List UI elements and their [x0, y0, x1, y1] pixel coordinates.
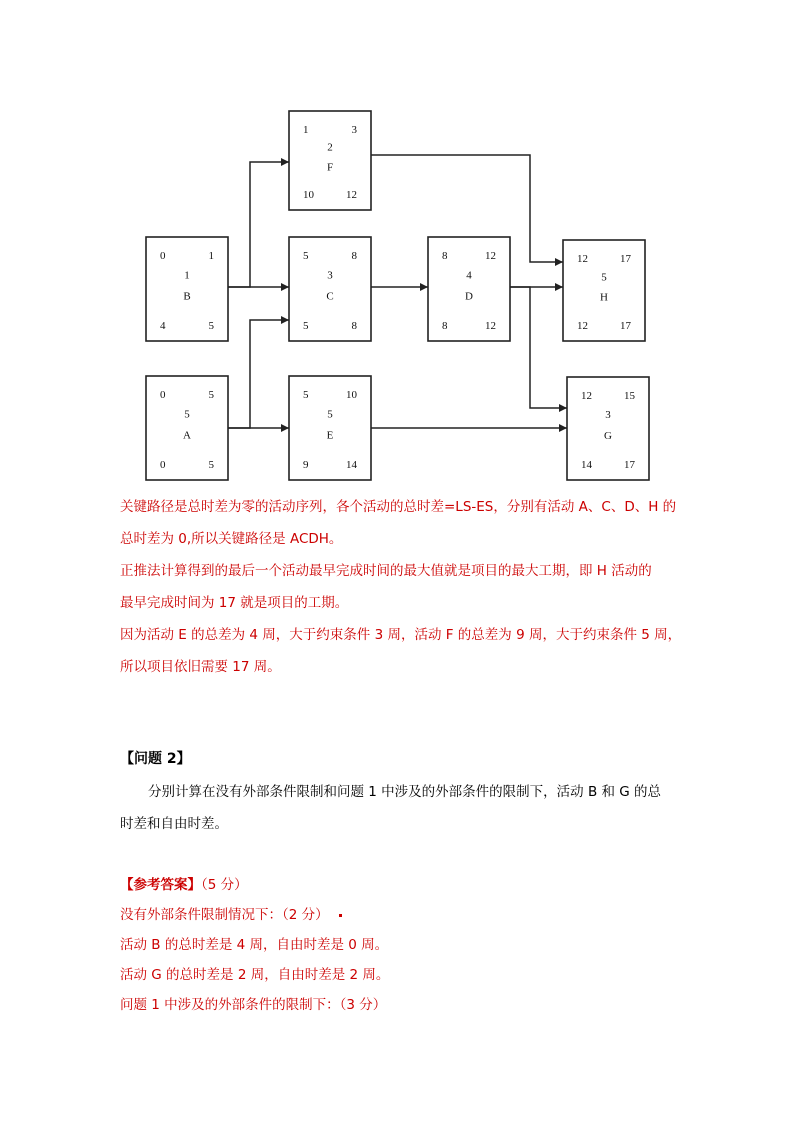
question-2-body-line-1: 分别计算在没有外部条件限制和问题 1 中涉及的外部条件的限制下，活动 B 和 G 的总	[148, 784, 662, 800]
node-br-value: 8	[351, 320, 357, 332]
node-box	[146, 237, 228, 341]
edge-a-c	[228, 316, 289, 428]
activity-node-a	[146, 376, 228, 480]
answer-title: 【参考答案】	[120, 877, 201, 893]
question-2-body-line-2: 时差和自由时差。	[120, 816, 228, 832]
node-tl-value: 5	[303, 389, 309, 401]
node-bl-value: 9	[303, 459, 309, 471]
edge-a-e	[228, 424, 289, 432]
node-dur-value: 1	[184, 269, 190, 282]
arrowhead	[559, 404, 567, 412]
node-bl-value: 8	[442, 320, 448, 332]
analysis-line-6: 所以项目依旧需要 17 周。	[120, 659, 281, 675]
node-tl-value: 0	[160, 250, 166, 262]
edge-line	[510, 287, 567, 408]
activity-node-d	[428, 237, 510, 341]
node-dur-value: 5	[601, 271, 607, 284]
answer-line-3: 活动 G 的总时差是 2 周，自由时差是 2 周。	[120, 967, 390, 983]
edge-c-d	[371, 283, 428, 291]
node-tr-value: 15	[624, 390, 635, 402]
answer-line-1	[120, 906, 342, 924]
answer-score: （5 分）	[201, 877, 248, 893]
arrowhead	[281, 283, 289, 291]
edge-line	[228, 162, 289, 287]
node-dur-value: 5	[327, 408, 333, 421]
analysis-line-2: 总时差为 0,所以关键路径是 ACDH。	[120, 531, 343, 547]
edge-line	[228, 320, 289, 428]
node-name-value: G	[604, 429, 612, 442]
node-box	[146, 376, 228, 480]
node-bl-value: 12	[577, 320, 588, 332]
node-tl-value: 12	[581, 390, 592, 402]
node-tr-value: 12	[485, 250, 496, 262]
analysis-line-4: 最早完成时间为 17 就是项目的工期。	[120, 595, 349, 611]
node-dur-value: 3	[327, 269, 333, 282]
arrowhead	[281, 316, 289, 324]
node-tl-value: 5	[303, 250, 309, 262]
node-box	[289, 376, 371, 480]
node-name-value: C	[326, 290, 334, 303]
node-tl-value: 1	[303, 124, 309, 136]
node-box	[567, 377, 649, 480]
arrowhead	[555, 283, 563, 291]
node-dur-value: 3	[605, 409, 611, 422]
network-diagram	[0, 0, 794, 500]
node-tr-value: 3	[351, 124, 357, 136]
activity-node-e	[289, 376, 371, 480]
analysis-line-1: 关键路径是总时差为零的活动序列，各个活动的总时差=LS-ES，分别有活动 A、C、D、H 的	[120, 499, 677, 515]
node-tl-value: 8	[442, 250, 448, 262]
activity-node-f	[289, 111, 371, 210]
node-box	[563, 240, 645, 341]
node-br-value: 12	[485, 320, 496, 332]
node-tl-value: 12	[577, 253, 588, 265]
node-tr-value: 1	[208, 250, 214, 262]
activity-node-g	[567, 377, 649, 480]
edge-b-c	[228, 283, 289, 291]
answer-line-1-text: 没有外部条件限制情况下：（2 分）	[120, 907, 329, 923]
node-name-value: D	[465, 290, 473, 303]
node-box	[289, 237, 371, 341]
node-bl-value: 4	[160, 320, 166, 332]
node-br-value: 12	[346, 189, 357, 201]
node-br-value: 5	[208, 459, 214, 471]
node-br-value: 14	[346, 459, 357, 471]
analysis-line-5: 因为活动 E 的总差为 4 周，大于约束条件 3 周，活动 F 的总差为 9 周，大于约束条件 5 周，	[120, 627, 682, 643]
activity-node-c	[289, 237, 371, 341]
answer-heading	[120, 873, 248, 893]
node-tr-value: 17	[620, 253, 631, 265]
node-tr-value: 8	[351, 250, 357, 262]
edge-d-g	[510, 287, 567, 412]
node-bl-value: 5	[303, 320, 309, 332]
answer-line-4: 问题 1 中涉及的外部条件的限制下：（3 分）	[120, 997, 387, 1013]
arrowhead	[555, 258, 563, 266]
question-2-title: 【问题 2】	[120, 751, 191, 767]
node-name-value: B	[183, 290, 191, 303]
node-tr-value: 10	[346, 389, 357, 401]
activity-node-h	[563, 240, 645, 341]
node-name-value: E	[326, 429, 334, 442]
arrowhead	[281, 158, 289, 166]
node-bl-value: 14	[581, 459, 592, 471]
node-bl-value: 0	[160, 459, 166, 471]
edge-b-f	[228, 158, 289, 287]
answer-line-2: 活动 B 的总时差是 4 周，自由时差是 0 周。	[120, 937, 389, 953]
node-br-value: 17	[620, 320, 631, 332]
analysis-line-3: 正推法计算得到的最后一个活动最早完成时间的最大值就是项目的最大工期，即 H 活动的	[120, 563, 652, 579]
edge-e-g	[371, 424, 567, 432]
node-dur-value: 2	[327, 141, 333, 154]
node-br-value: 5	[208, 320, 214, 332]
node-br-value: 17	[624, 459, 635, 471]
node-dur-value: 5	[184, 408, 190, 421]
bullet-mark	[339, 914, 342, 917]
node-name-value: H	[600, 291, 608, 304]
node-dur-value: 4	[466, 269, 472, 282]
node-name-value: A	[183, 429, 191, 442]
node-box	[428, 237, 510, 341]
node-tr-value: 5	[208, 389, 214, 401]
arrowhead	[420, 283, 428, 291]
arrowhead	[559, 424, 567, 432]
activity-node-b	[146, 237, 228, 341]
node-bl-value: 10	[303, 189, 314, 201]
node-name-value: F	[326, 161, 334, 174]
node-tl-value: 0	[160, 389, 166, 401]
arrowhead	[281, 424, 289, 432]
